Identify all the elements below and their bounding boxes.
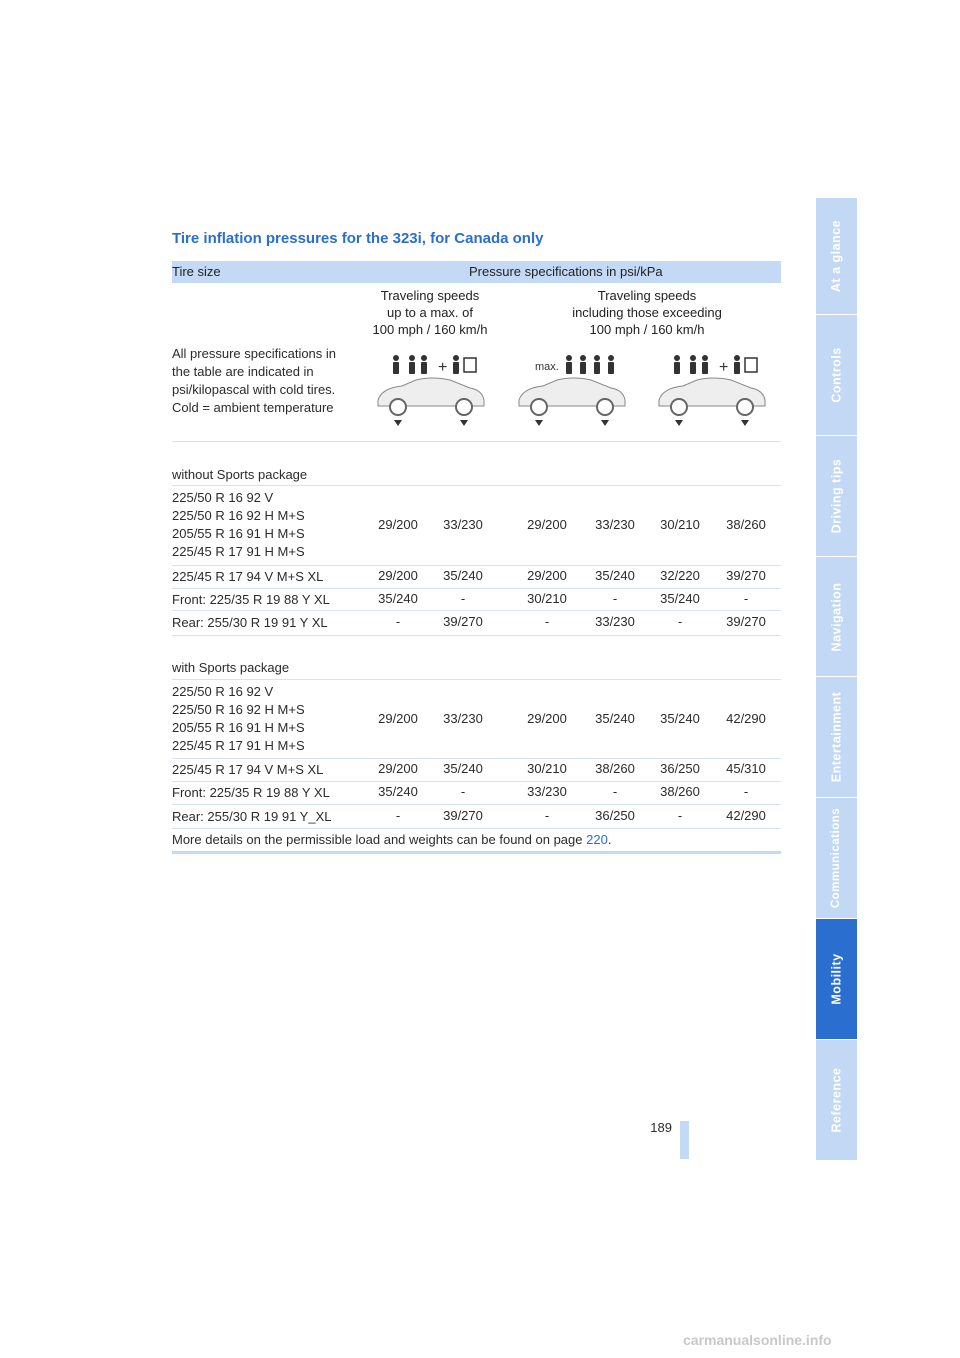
tab-label: Mobility — [829, 953, 844, 1005]
table-divider — [172, 781, 781, 782]
pressure-value: 33/230 — [595, 517, 635, 532]
tab-label: Driving tips — [829, 458, 844, 534]
pressure-value: 29/200 — [378, 761, 418, 776]
speed-label-line: up to a max. of — [387, 305, 473, 320]
tab-mobility[interactable] — [816, 919, 857, 1040]
car-load-partial-icon — [653, 350, 771, 428]
tab-entertainment[interactable] — [816, 677, 857, 798]
page-number: 189 — [650, 1120, 672, 1135]
table-row — [172, 808, 781, 828]
header-pressure: Pressure specifications in psi/kPa — [469, 264, 663, 279]
pressure-value: 39/270 — [726, 568, 766, 583]
pressure-value: - — [544, 808, 550, 823]
tab-at-a-glance[interactable] — [816, 198, 857, 315]
table-divider — [172, 828, 781, 829]
pressure-value: 33/230 — [527, 784, 567, 799]
pressure-value: - — [743, 784, 749, 799]
tab-label: Navigation — [829, 582, 844, 651]
table-divider — [172, 565, 781, 566]
table-divider — [172, 485, 781, 486]
tab-communications[interactable] — [816, 798, 857, 919]
pressure-value: - — [544, 614, 550, 629]
table-divider — [172, 804, 781, 805]
pressure-value: 29/200 — [527, 568, 567, 583]
tire-size: 225/50 R 16 92 V 225/50 R 16 92 H M+S 205/55 R 16 91 H M+S 225/45 R 17 91 H M+S — [172, 490, 305, 559]
car-load-max-icon — [513, 350, 631, 428]
pressure-value: 35/240 — [660, 711, 700, 726]
pressure-value: 38/260 — [726, 517, 766, 532]
section-label: without Sports package — [172, 467, 308, 482]
tab-label: Communications — [830, 807, 843, 909]
pressure-value: 45/310 — [726, 761, 766, 776]
pressure-value: 29/200 — [378, 568, 418, 583]
speed-label-line: 100 mph / 160 km/h — [589, 322, 705, 337]
pressure-value: 36/250 — [660, 761, 700, 776]
tire-size: 225/45 R 17 94 V M+S XL — [172, 569, 324, 584]
pressure-value: 29/200 — [378, 517, 418, 532]
chapter-tabs — [816, 198, 857, 1160]
pressure-value: 35/240 — [595, 568, 635, 583]
tire-size: 225/50 R 16 92 V 225/50 R 16 92 H M+S 205/55 R 16 91 H M+S 225/45 R 17 91 H M+S — [172, 684, 305, 753]
page-title: Tire inflation pressures for the 323i, for Canada only — [172, 230, 544, 247]
car-load-partial-icon — [372, 350, 490, 428]
tab-label: Controls — [829, 347, 844, 403]
pressure-value: - — [395, 808, 401, 823]
pressure-value: 32/220 — [660, 568, 700, 583]
tab-driving-tips[interactable] — [816, 436, 857, 557]
pressure-value: 35/240 — [660, 591, 700, 606]
footer-end: . — [607, 832, 612, 847]
pressure-value: - — [460, 784, 466, 799]
tab-label: Reference — [829, 1067, 844, 1133]
table-row — [172, 683, 781, 755]
max-label: max. — [535, 361, 559, 373]
pressure-value: - — [677, 808, 683, 823]
table-divider — [172, 679, 781, 680]
pressure-value: 30/210 — [527, 591, 567, 606]
table-end-rule — [172, 851, 781, 854]
pressure-value: 33/230 — [443, 711, 483, 726]
plus-label: + — [719, 359, 729, 376]
pressure-value: 42/290 — [726, 711, 766, 726]
pressure-value: 33/230 — [595, 614, 635, 629]
speed-label-line: 100 mph / 160 km/h — [372, 322, 488, 337]
header-tire-size: Tire size — [172, 264, 221, 279]
plus-label: + — [438, 359, 448, 376]
tire-size: Front: 225/35 R 19 88 Y XL — [172, 785, 330, 800]
pressure-value: - — [677, 614, 683, 629]
tab-label: At a glance — [829, 219, 844, 293]
table-row — [172, 489, 781, 561]
tab-reference[interactable] — [816, 1040, 857, 1160]
tab-label: Entertainment — [829, 691, 844, 783]
speed-label-line: Traveling speeds — [597, 288, 697, 303]
pressure-value: - — [395, 614, 401, 629]
table-row — [172, 568, 781, 588]
pressure-value: 39/270 — [726, 614, 766, 629]
watermark: carmanualsonline.info — [683, 1332, 832, 1348]
page-link[interactable]: 220 — [586, 832, 608, 847]
table-divider — [172, 635, 781, 636]
pressure-value: 35/240 — [378, 591, 418, 606]
speed-label-line: Traveling speeds — [380, 288, 480, 303]
pressure-value: - — [612, 591, 618, 606]
table-divider — [172, 610, 781, 611]
pressure-value: 29/200 — [378, 711, 418, 726]
pressure-value: 36/250 — [595, 808, 635, 823]
pressure-value: 35/240 — [443, 568, 483, 583]
tab-navigation[interactable] — [816, 557, 857, 677]
table-row — [172, 591, 781, 611]
tire-size: 225/45 R 17 94 V M+S XL — [172, 762, 324, 777]
pressure-value: 39/270 — [443, 614, 483, 629]
pressure-note: All pressure specifications in the table are indicated in psi/kilopascal with cold tires. Cold = ambient temperature — [172, 346, 337, 415]
tire-size: Rear: 255/30 R 19 91 Y XL — [172, 615, 328, 630]
table-divider — [172, 758, 781, 759]
pressure-value: - — [460, 591, 466, 606]
footer-note — [172, 832, 611, 847]
pressure-value: 38/260 — [660, 784, 700, 799]
tire-size: Rear: 255/30 R 19 91 Y_XL — [172, 809, 332, 824]
pressure-value: - — [743, 591, 749, 606]
pressure-value: 29/200 — [527, 517, 567, 532]
pressure-value: 30/210 — [527, 761, 567, 776]
tab-controls[interactable] — [816, 315, 857, 436]
pressure-value: 29/200 — [527, 711, 567, 726]
speed-label-line: including those exceeding — [572, 305, 722, 320]
pressure-value: 35/240 — [443, 761, 483, 776]
section-label: with Sports package — [172, 660, 290, 675]
table-row — [172, 614, 781, 634]
pressure-value: 33/230 — [443, 517, 483, 532]
pressure-value: 30/210 — [660, 517, 700, 532]
table-divider — [172, 441, 781, 442]
tire-size: Front: 225/35 R 19 88 Y XL — [172, 592, 330, 607]
footer-text: More details on the permissible load and weights can be found on page — [172, 832, 587, 847]
pressure-value: - — [612, 784, 618, 799]
pressure-value: 39/270 — [443, 808, 483, 823]
table-divider — [172, 588, 781, 589]
pressure-value: 42/290 — [726, 808, 766, 823]
speed-high-label — [552, 287, 742, 338]
pressure-value: 35/240 — [378, 784, 418, 799]
table-header — [172, 261, 781, 283]
table-row — [172, 784, 781, 804]
page-number-bar — [680, 1121, 689, 1159]
table-row — [172, 761, 781, 781]
pressure-value: 35/240 — [595, 711, 635, 726]
pressure-value: 38/260 — [595, 761, 635, 776]
speed-low-label — [355, 287, 505, 338]
